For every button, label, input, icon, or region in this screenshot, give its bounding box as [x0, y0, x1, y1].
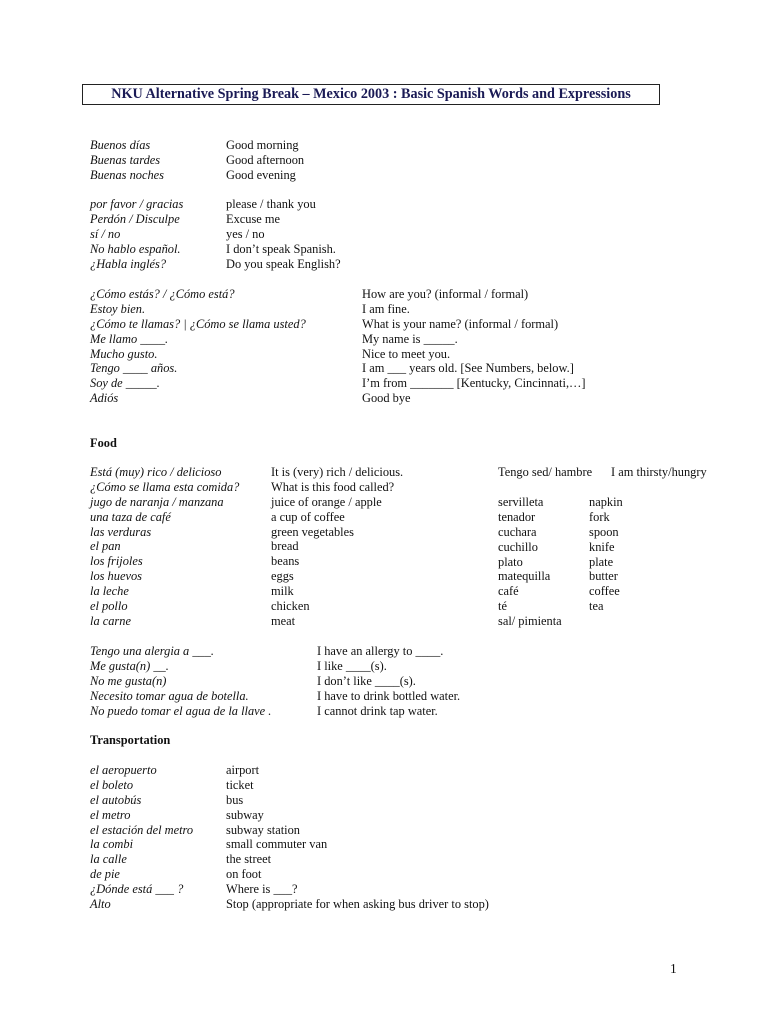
greetings-spanish [90, 138, 164, 183]
food-spanish-line: el pollo [90, 599, 128, 614]
courtesy-english-line: Do you speak English? [226, 256, 341, 271]
food-english-line: chicken [271, 599, 310, 614]
food-spanish-line: una taza de café [90, 509, 171, 524]
courtesy-spanish [90, 197, 183, 271]
food-english-line: What is this food called? [271, 479, 395, 494]
food-english-line: green vegetables [271, 524, 354, 539]
conversation-english-line: Good bye [362, 391, 411, 406]
transportation-heading: Transportation [90, 733, 171, 747]
food-english-line: meat [271, 613, 296, 628]
food-heading: Food [90, 436, 117, 450]
courtesy-spanish-line: Perdón / Disculpe [90, 211, 180, 226]
greetings-english-line: Good afternoon [226, 152, 305, 167]
greetings-spanish-line: Buenos días [90, 138, 151, 152]
greetings-spanish-line: Buenas noches [90, 167, 164, 182]
transportation-spanish-line: la calle [90, 852, 127, 867]
courtesy-english [226, 197, 341, 271]
table-english-line: napkin [589, 495, 623, 509]
conversation-spanish-line: Soy de _____. [90, 376, 160, 391]
allergy-english-line: I have to drink bottled water. [317, 688, 461, 703]
food-spanish-line: el pan [90, 539, 121, 554]
allergy-spanish-line: Me gusta(n) __. [90, 658, 169, 673]
table-spanish-line: tenador [498, 509, 536, 524]
greetings-english-line: Good morning [226, 138, 299, 152]
allergy-english-line: I like ____(s). [317, 658, 387, 673]
conversation-spanish-line: Adiós [90, 391, 119, 406]
conversation-english-line: How are you? (informal / formal) [362, 287, 529, 301]
table-english-line: plate [589, 554, 614, 569]
allergy-spanish-line: Necesito tomar agua de botella. [90, 688, 249, 703]
transportation-english-line: small commuter van [226, 837, 328, 852]
courtesy-spanish-line: ¿Habla inglés? [90, 256, 167, 271]
conversation-english-line: I am ___ years old. [See Numbers, below.] [362, 361, 574, 376]
table-spanish-line: plato [498, 554, 523, 569]
table-spanish-line: té [498, 599, 507, 614]
transportation-english [226, 763, 489, 912]
table-spanish-line: cuchara [498, 524, 537, 539]
food-spanish-line: ¿Cómo se llama esta comida? [90, 479, 240, 494]
allergy-english-line: I don’t like ____(s). [317, 673, 416, 688]
conversation-spanish [90, 287, 306, 406]
allergy-english-line: I have an allergy to ____. [317, 644, 444, 658]
transportation-english-line: on foot [226, 867, 262, 882]
courtesy-spanish-line: No hablo español. [90, 241, 181, 256]
conversation-english-line: My name is _____. [362, 331, 458, 346]
food-english-line: bread [271, 539, 299, 554]
greetings-spanish-line: Buenas tardes [90, 152, 161, 167]
food-english-line: beans [271, 554, 300, 569]
allergy-english [317, 644, 460, 718]
transportation-english-line: the street [226, 852, 272, 867]
table-spanish-line: sal/ pimienta [498, 614, 562, 629]
transportation-spanish-line: el metro [90, 807, 131, 822]
food-spanish-line: Está (muy) rico / delicioso [90, 465, 222, 479]
allergy-spanish-line: No me gusta(n) [90, 673, 167, 688]
transportation-spanish [90, 763, 193, 912]
food-english-line: a cup of coffee [271, 509, 345, 524]
food-spanish-line: las verduras [90, 524, 152, 539]
thirsty-english: I am thirsty/hungry [611, 465, 707, 479]
transportation-spanish-line: de pie [90, 867, 120, 882]
transportation-english-line: subway station [226, 822, 300, 837]
conversation-english [362, 287, 586, 406]
transportation-english-line: bus [226, 792, 244, 807]
conversation-spanish-line: Mucho gusto. [90, 346, 158, 361]
transportation-english-line: Where is ___? [226, 882, 298, 897]
food-english-line: juice of orange / apple [271, 494, 382, 509]
thirsty-spanish: Tengo sed/ hambre [498, 465, 593, 479]
allergy-spanish-line: No puedo tomar el agua de la llave . [90, 703, 272, 718]
food-spanish-line: jugo de naranja / manzana [90, 494, 224, 509]
food-spanish-line: los huevos [90, 569, 142, 584]
table-english-line: fork [589, 509, 610, 524]
table-spanish-line: cuchillo [498, 539, 538, 554]
conversation-english-line: Nice to meet you. [362, 346, 451, 361]
transportation-spanish-line: el aeropuerto [90, 763, 157, 777]
conversation-english-line: I’m from _______ [Kentucky, Cincinnati,…] [362, 376, 586, 391]
table-english-line: spoon [589, 524, 619, 539]
table-english-line: butter [589, 569, 618, 584]
courtesy-english-line: please / thank you [226, 197, 316, 211]
table-spanish [498, 495, 562, 629]
conversation-spanish-line: Me llamo ____. [90, 331, 169, 346]
transportation-english-line: subway [226, 807, 264, 822]
transportation-spanish-line: ¿Dónde está ___ ? [90, 882, 184, 897]
transportation-spanish-line: el boleto [90, 777, 134, 792]
table-english-line: tea [589, 599, 604, 614]
conversation-spanish-line: Tengo ____ años. [90, 361, 178, 376]
courtesy-english-line: yes / no [226, 226, 265, 241]
transportation-spanish-line: la combi [90, 837, 134, 852]
food-english-line: It is (very) rich / delicious. [271, 465, 404, 479]
food-english-line: eggs [271, 569, 294, 584]
conversation-spanish-line: ¿Cómo te llamas? | ¿Cómo se llama usted? [90, 316, 306, 331]
transportation-english-line: airport [226, 763, 260, 777]
conversation-spanish-line: Estoy bien. [90, 301, 146, 316]
food-english-line: milk [271, 584, 294, 599]
courtesy-spanish-line: sí / no [90, 226, 121, 241]
food-spanish-line: la leche [90, 584, 129, 599]
table-spanish-line: servilleta [498, 495, 544, 509]
greetings-english [226, 138, 304, 183]
courtesy-english-line: I don’t speak Spanish. [226, 241, 336, 256]
conversation-spanish-line: ¿Cómo estás? / ¿Cómo está? [90, 287, 235, 301]
courtesy-english-line: Excuse me [226, 211, 281, 226]
courtesy-spanish-line: por favor / gracias [90, 197, 184, 211]
table-english [589, 495, 623, 614]
conversation-english-line: What is your name? (informal / formal) [362, 316, 559, 331]
transportation-english-line: ticket [226, 777, 254, 792]
allergy-english-line: I cannot drink tap water. [317, 703, 438, 718]
transportation-english-line: Stop (appropriate for when asking bus driver to stop) [226, 897, 489, 912]
food-english [271, 465, 403, 629]
food-spanish-line: los frijoles [90, 554, 143, 569]
table-spanish-line: matequilla [498, 569, 551, 584]
transportation-spanish-line: el autobús [90, 792, 142, 807]
table-english-line: coffee [589, 584, 620, 599]
food-spanish [90, 465, 239, 629]
transportation-spanish-line: el estación del metro [90, 822, 194, 837]
allergy-spanish [90, 644, 271, 718]
food-spanish-line: la carne [90, 613, 131, 628]
allergy-spanish-line: Tengo una alergia a ___. [90, 644, 215, 658]
conversation-english-line: I am fine. [362, 301, 410, 316]
page-title: NKU Alternative Spring Break – Mexico 2003 : Basic Spanish Words and Expressions [82, 84, 660, 105]
page-number: 1 [670, 961, 677, 976]
table-english-line: knife [589, 539, 615, 554]
greetings-english-line: Good evening [226, 167, 296, 182]
transportation-spanish-line: Alto [90, 897, 111, 912]
table-spanish-line: café [498, 584, 519, 599]
